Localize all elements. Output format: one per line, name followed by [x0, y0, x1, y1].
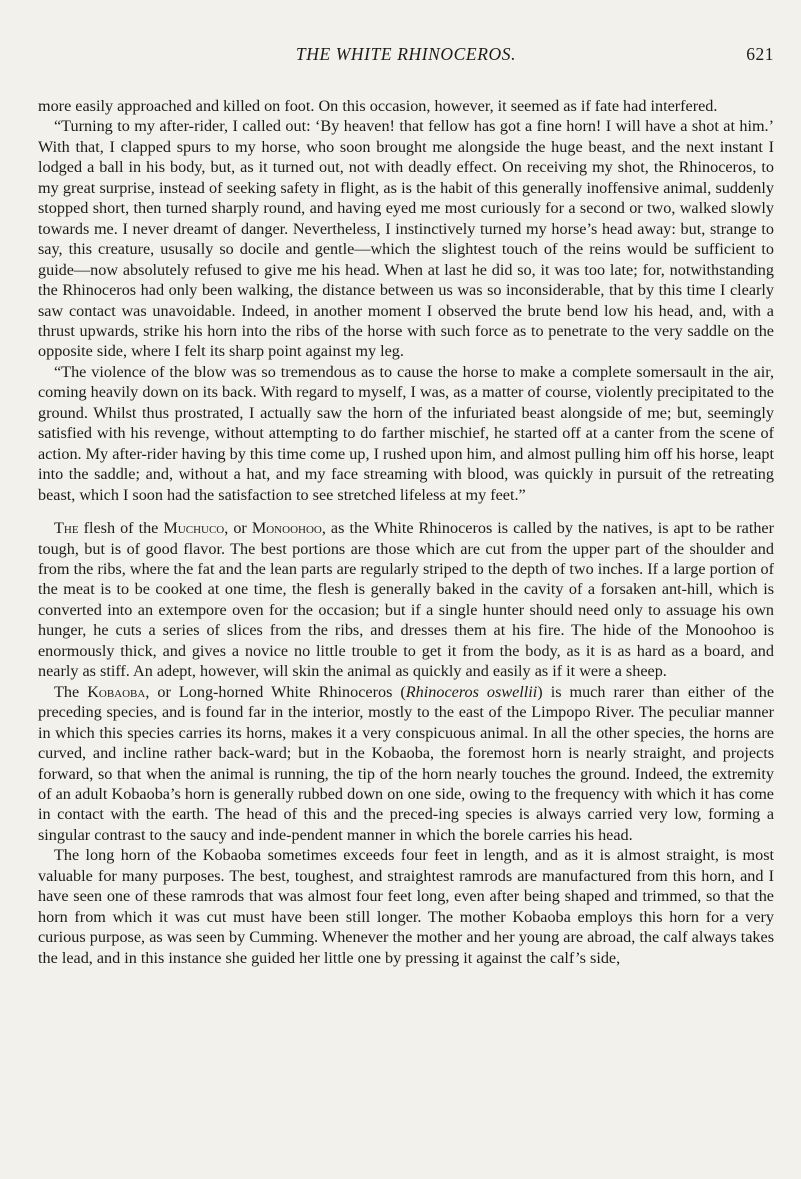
paragraph-2: “Turning to my after-rider, I called out: ‘By heaven! that fellow has got a fine horn! I will have a shot at him.’ With that, I clapped spurs to my horse, who soon brought me alongside the huge beast, and the next instant I lodged a ball in his body, but, as it turned out, not with deadly effect. On receiving my shot, the Rhinoceros, to my great surprise, instead of seeking safety in flight, as is the habit of this generally inoffensive animal, suddenly stopped short, then turned sharply round, and having eyed me most curiously for a second or two, walked slowly towards me. I never dreamt of danger. Nevertheless, I instinctively turned my horse’s head away: but, strange to say, this creature, ususally so docile and gentle—which the slightest touch of the reins would be sufficient to guide—now absolutely refused to give me his head. When at last he did so, it was too late; for, notwithstanding the Rhinoceros had only been walking, the distance between us was so inconsiderable, that by this time I clearly saw contact was unavoidable. Indeed, in another moment I observed the brute bend low his head, and, with a thrust upwards, strike his horn into the ribs of the horse with such force as to penetrate to the very saddle on the opposite side, where I felt its sharp point against my leg.: [38, 117, 774, 361]
page-number: 621: [746, 44, 774, 64]
lead-in: The: [54, 519, 79, 538]
text-run: , or: [224, 519, 252, 538]
body-text: [38, 96, 774, 968]
paragraph-1: more easily approached and killed on foot. On this occasion, however, it seemed as if fate had interfered.: [38, 97, 718, 115]
latin-name: Rhinoceros oswellii: [405, 682, 538, 701]
text-run: flesh of the: [78, 519, 164, 538]
species-name-kobaoba: Kobaoba: [87, 682, 146, 701]
text-run: , as the White Rhinoceros is called by the natives, is apt to be rather tough, but is of good flavor. The best portions are those which are cut from the upper part of the shoulder and from the ribs, where the fat and the lean parts are regularly striped to the depth of two inches. If a large portion of the meat is to be cooked at one time, the flesh is generally baked in the cavity of a forsaken ant-hill, which is converted into an extempore oven for the occasion; but if a single hunter should need only to assuage his own hunger, he cuts a series of slices from the ribs, and dresses them at his fire. The hide of the Monoohoo is enormously thick, and gives a novice no little trouble to get it from the body, as it is as hard as a board, and nearly as stiff. An adept, however, will skin the animal as quickly and easily as if it were a sheep.: [38, 519, 775, 681]
paragraph-6: The long horn of the Kobaoba sometimes exceeds four feet in length, and as it is almost straight, is most valuable for many purposes. The best, toughest, and straightest ramrods are manufactured from this horn, and I have seen one of these ramrods that was almost four feet long, even after being shaped and trimmed, so that the horn from which it was cut must have been still longer. The mother Kobaoba employs this horn for a very curious purpose, as was seen by Cumming. Whenever the mother and her young are abroad, the calf always takes the lead, and in this instance she guided her little one by pressing it against the calf’s side,: [38, 846, 774, 967]
text-run: ) is much rarer than either of the preceding species, and is found far in the interior, mostly to the east of the Limpopo River. The peculiar manner in which this species carries its horns, makes it a very conspicuous animal. In all the other species, the horns are curved, and incline rather back-ward; but in the Kobaoba, the foremost horn is nearly straight, and projects forward, so that when the animal is running, the tip of the horn nearly touches the ground. Indeed, the extremity of an adult Kobaoba’s horn is generally rubbed down on one side, owing to the frequency with which it has come in contact with the earth. The head of this and the preced-ing species is always carried very low, forming a singular contrast to the saucy and inde-pendent manner in which the borele carries his head.: [38, 682, 775, 844]
text-run: , or Long-horned White Rhinoceros (: [145, 682, 406, 701]
page-header: [38, 44, 774, 70]
paragraph-5: [38, 682, 774, 846]
species-name-monoohoo: Monoohoo: [251, 519, 322, 538]
text-run: The: [54, 682, 88, 701]
species-name-muchuco: Muchuco: [163, 519, 225, 538]
paragraph-3: “The violence of the blow was so tremendous as to cause the horse to make a complete somersault in the air, coming heavily down on its back. With regard to myself, I was, as a matter of course, violently precipitated to the ground. Whilst thus prostrated, I actually saw the horn of the infuriated beast alongside of me; but, seemingly satisfied with his revenge, without attempting to do farther mischief, he started off at a canter from the scene of action. My after-rider having by this time come up, I rushed upon him, and almost pulling him off his horse, leapt into the saddle; and, without a hat, and my face streaming with blood, was quickly in pursuit of the retreating beast, which I soon had the satisfaction to see stretched lifeless at my feet.”: [38, 362, 774, 504]
running-title: THE WHITE RHINOCEROS.: [295, 44, 517, 64]
paragraph-4: [38, 518, 774, 682]
